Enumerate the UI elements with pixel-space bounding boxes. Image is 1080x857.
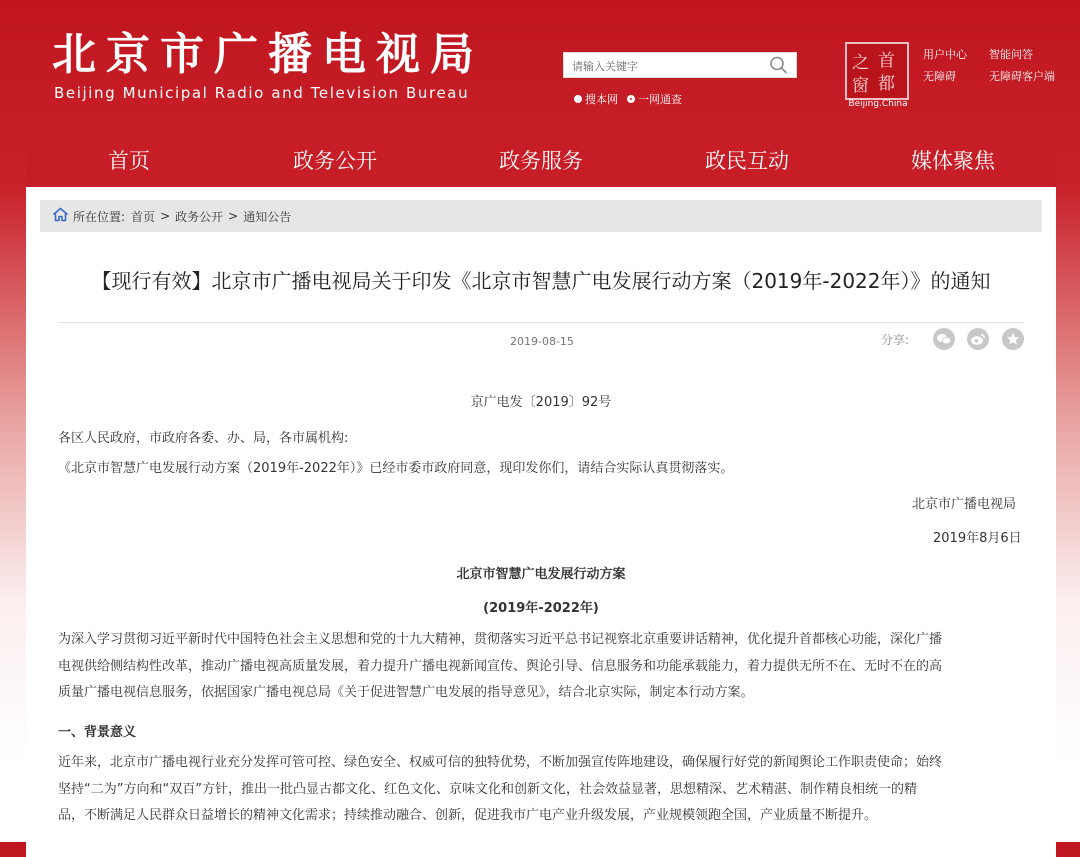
body-paragraph: 《北京市智慧广电发展行动方案（2019年-2022年）》已经市委市政府同意，现印发你们，请结合实际认真贯彻落实。 <box>58 461 734 476</box>
addressee: 各区人民政府，市政府各委、办、局，各市属机构: <box>58 431 349 446</box>
sign-date: 2019年8月6日 <box>933 531 1022 546</box>
site-title-en: Beijing Municipal Radio and Television Bureau <box>54 84 470 102</box>
intro-line: 电视供给侧结构性改革，推动广播电视高质量发展，着力提升广播电视新闻宣传、舆论引导、信息服务和功能承载能力，着力提供无所不在、无时不在的高 <box>58 658 943 674</box>
nav-gov-affairs[interactable]: 政务公开 <box>293 149 377 173</box>
intro-line: 为深入学习贯彻习近平新时代中国特色社会主义思想和党的十九大精神，贯彻落实习近平总书记视察北京重要讲话精神，优化提升首都核心功能，深化广播 <box>58 632 943 647</box>
svg-text:之: 之 <box>852 53 869 73</box>
radio-all[interactable] <box>627 95 635 103</box>
scope-site-label: 搜本网 <box>585 93 618 106</box>
article-title: 【现行有效】北京市广播电视局关于印发《北京市智慧广电发展行动方案（2019年-2022年）》的通知 <box>91 269 991 293</box>
scope-site-option[interactable] <box>574 91 618 107</box>
signer: 北京市广播电视局 <box>912 497 1017 512</box>
scope-all-option[interactable] <box>627 91 682 107</box>
section1-paragraph <box>58 750 1030 830</box>
smart-qa-link[interactable]: 智能问答 <box>989 48 1033 61</box>
breadcrumb-home[interactable]: 首页 <box>131 209 156 224</box>
accessibility-link[interactable]: 无障碍 <box>923 70 956 83</box>
wechat-icon[interactable] <box>933 328 955 350</box>
search-icon[interactable] <box>768 55 790 75</box>
svg-text:都: 都 <box>878 74 895 94</box>
share-label: 分享: <box>881 333 910 347</box>
plan-years: (2019年-2022年) <box>483 601 599 616</box>
section1-line: 品，不断满足人民群众日益增长的精神文化需求；持续推动融合、创新，促进我市广电产业升级发展，产业规模领跑全国，产业质量不断提升。 <box>58 808 878 823</box>
divider <box>58 322 1024 323</box>
capital-window-logo <box>847 44 907 98</box>
breadcrumb <box>40 200 1042 232</box>
accessibility-client-link[interactable]: 无障碍客户端 <box>989 70 1055 83</box>
breadcrumb-gov-affairs[interactable]: 政务公开 <box>175 209 224 224</box>
intro-paragraph <box>58 627 1030 707</box>
nav-gov-services[interactable]: 政务服务 <box>499 149 583 173</box>
content-panel <box>26 187 1056 857</box>
weibo-icon[interactable] <box>967 328 989 350</box>
svg-text:首: 首 <box>878 51 895 71</box>
site-title-cn[interactable]: 北京市广播电视局 <box>52 29 484 80</box>
section-heading: 一、背景意义 <box>58 725 137 740</box>
intro-line: 质量广播电视信息服务，依据国家广播电视总局《关于促进智慧广电发展的指导意见》，结合北京实际，制定本行动方案。 <box>58 685 754 700</box>
favorite-icon[interactable] <box>1002 328 1024 350</box>
section1-line: 近年来，北京市广播电视行业充分发挥可管可控、绿色安全、权威可信的独特优势，不断加强宣传阵地建设，确保履行好党的新闻舆论工作职责使命；始终 <box>58 755 943 770</box>
radio-site[interactable] <box>574 95 582 103</box>
user-center-link[interactable]: 用户中心 <box>923 48 967 61</box>
nav-home[interactable]: 首页 <box>108 149 150 173</box>
breadcrumb-separator: > <box>160 209 171 223</box>
site-header <box>0 0 1080 135</box>
publish-date: 2019-08-15 <box>510 335 574 348</box>
nav-media[interactable]: 媒体聚焦 <box>911 149 995 173</box>
scope-all-label: 一网通查 <box>638 93 682 106</box>
section1-line: 坚持“二为”方向和“双百”方针，推出一批凸显古都文化、红色文化、京味文化和创新文化，社会效益显著，思想精深、艺术精湛、制作精良相统一的精 <box>58 781 917 797</box>
breadcrumb-notices[interactable]: 通知公告 <box>243 209 292 224</box>
plan-title: 北京市智慧广电发展行动方案 <box>456 567 626 582</box>
capital-window-emblem[interactable] <box>845 42 909 100</box>
breadcrumb-prefix: 所在位置: <box>73 209 126 224</box>
home-icon <box>52 207 69 225</box>
search-box <box>563 52 797 78</box>
breadcrumb-separator: > <box>228 209 239 223</box>
main-nav <box>26 135 1056 187</box>
emblem-subtitle: Beijing.China <box>848 99 908 109</box>
search-input[interactable] <box>564 53 770 79</box>
document-number: 京广电发〔2019〕92号 <box>470 395 612 410</box>
nav-interaction[interactable]: 政民互动 <box>705 149 789 173</box>
svg-text:窗: 窗 <box>852 76 869 96</box>
